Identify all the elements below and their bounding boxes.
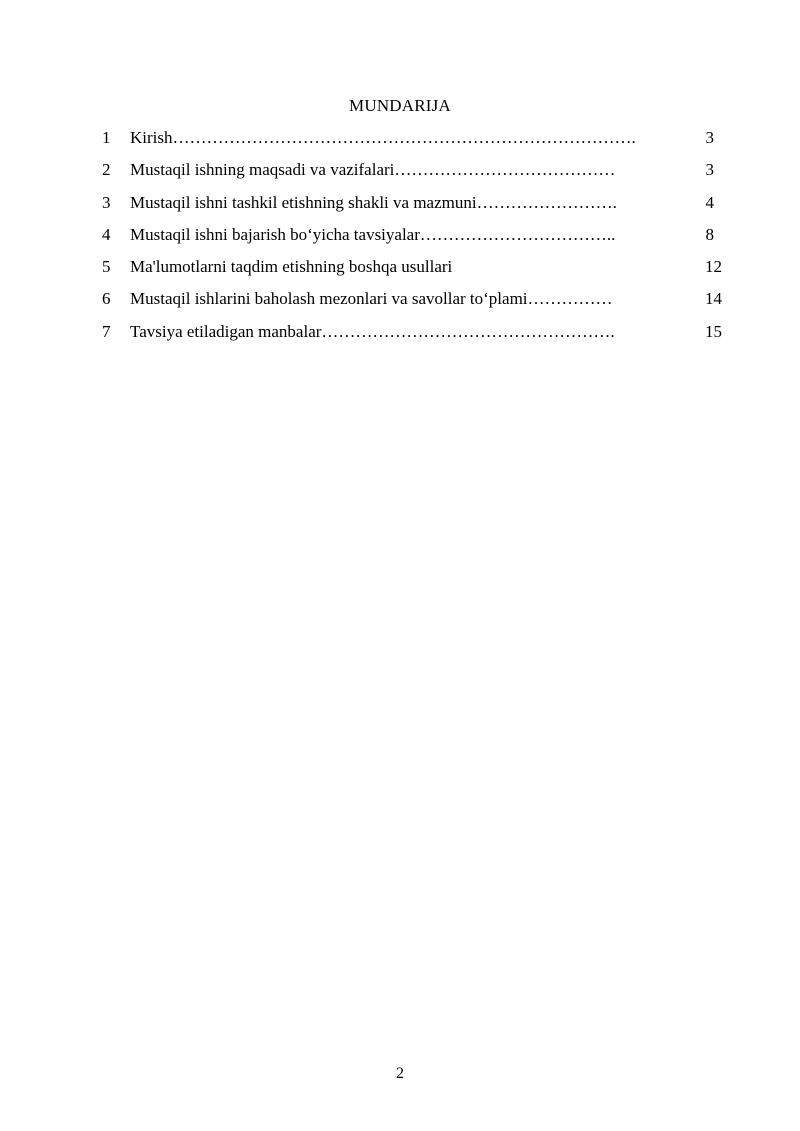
toc-entry-4[interactable] — [0, 223, 800, 247]
toc-entry-number: 4 — [102, 225, 111, 244]
toc-entry-page: 12 — [705, 257, 722, 276]
toc-entry-title: Mustaqil ishni bajarish bo‘yicha tavsiyalar…………………………….. — [130, 225, 616, 244]
toc-entry-number: 2 — [102, 160, 111, 179]
toc-entry-title: Mustaqil ishlarini baholash mezonlari va savollar to‘plami…………… — [130, 289, 613, 308]
toc-entry-2[interactable] — [0, 158, 800, 182]
toc-entry-page: 3 — [705, 160, 714, 179]
toc-entry-3[interactable] — [0, 191, 800, 215]
toc-entry-title: Mustaqil ishning maqsadi va vazifalari………………………………… — [130, 160, 616, 179]
toc-entry-title: Ma'lumotlarni taqdim etishning boshqa usullari — [130, 257, 453, 276]
toc-entry-number: 3 — [102, 193, 111, 212]
page-number: 2 — [396, 1065, 404, 1082]
toc-entry-page: 3 — [705, 128, 714, 147]
toc-entry-number: 5 — [102, 257, 111, 276]
toc-entry-page: 15 — [705, 322, 722, 341]
toc-entry-1[interactable] — [0, 126, 800, 150]
toc-entry-page: 8 — [705, 225, 714, 244]
toc-entry-6[interactable] — [0, 287, 800, 311]
toc-entry-title: Tavsiya etiladigan manbalar……………………………………………. — [130, 322, 615, 341]
toc-entry-page: 4 — [705, 193, 714, 212]
toc-entry-7[interactable] — [0, 320, 800, 344]
toc-entry-5[interactable] — [0, 255, 800, 279]
toc-entry-title: Kirish………………………………………………………………………. — [130, 128, 636, 147]
toc-entry-number: 6 — [102, 289, 111, 308]
toc-entry-number: 1 — [102, 128, 111, 147]
toc-entry-page: 14 — [705, 289, 722, 308]
page-title: MUNDARIJA — [349, 96, 451, 115]
toc-entry-title: Mustaqil ishni tashkil etishning shakli va mazmuni……………………. — [130, 193, 617, 212]
toc-entry-number: 7 — [102, 322, 111, 341]
